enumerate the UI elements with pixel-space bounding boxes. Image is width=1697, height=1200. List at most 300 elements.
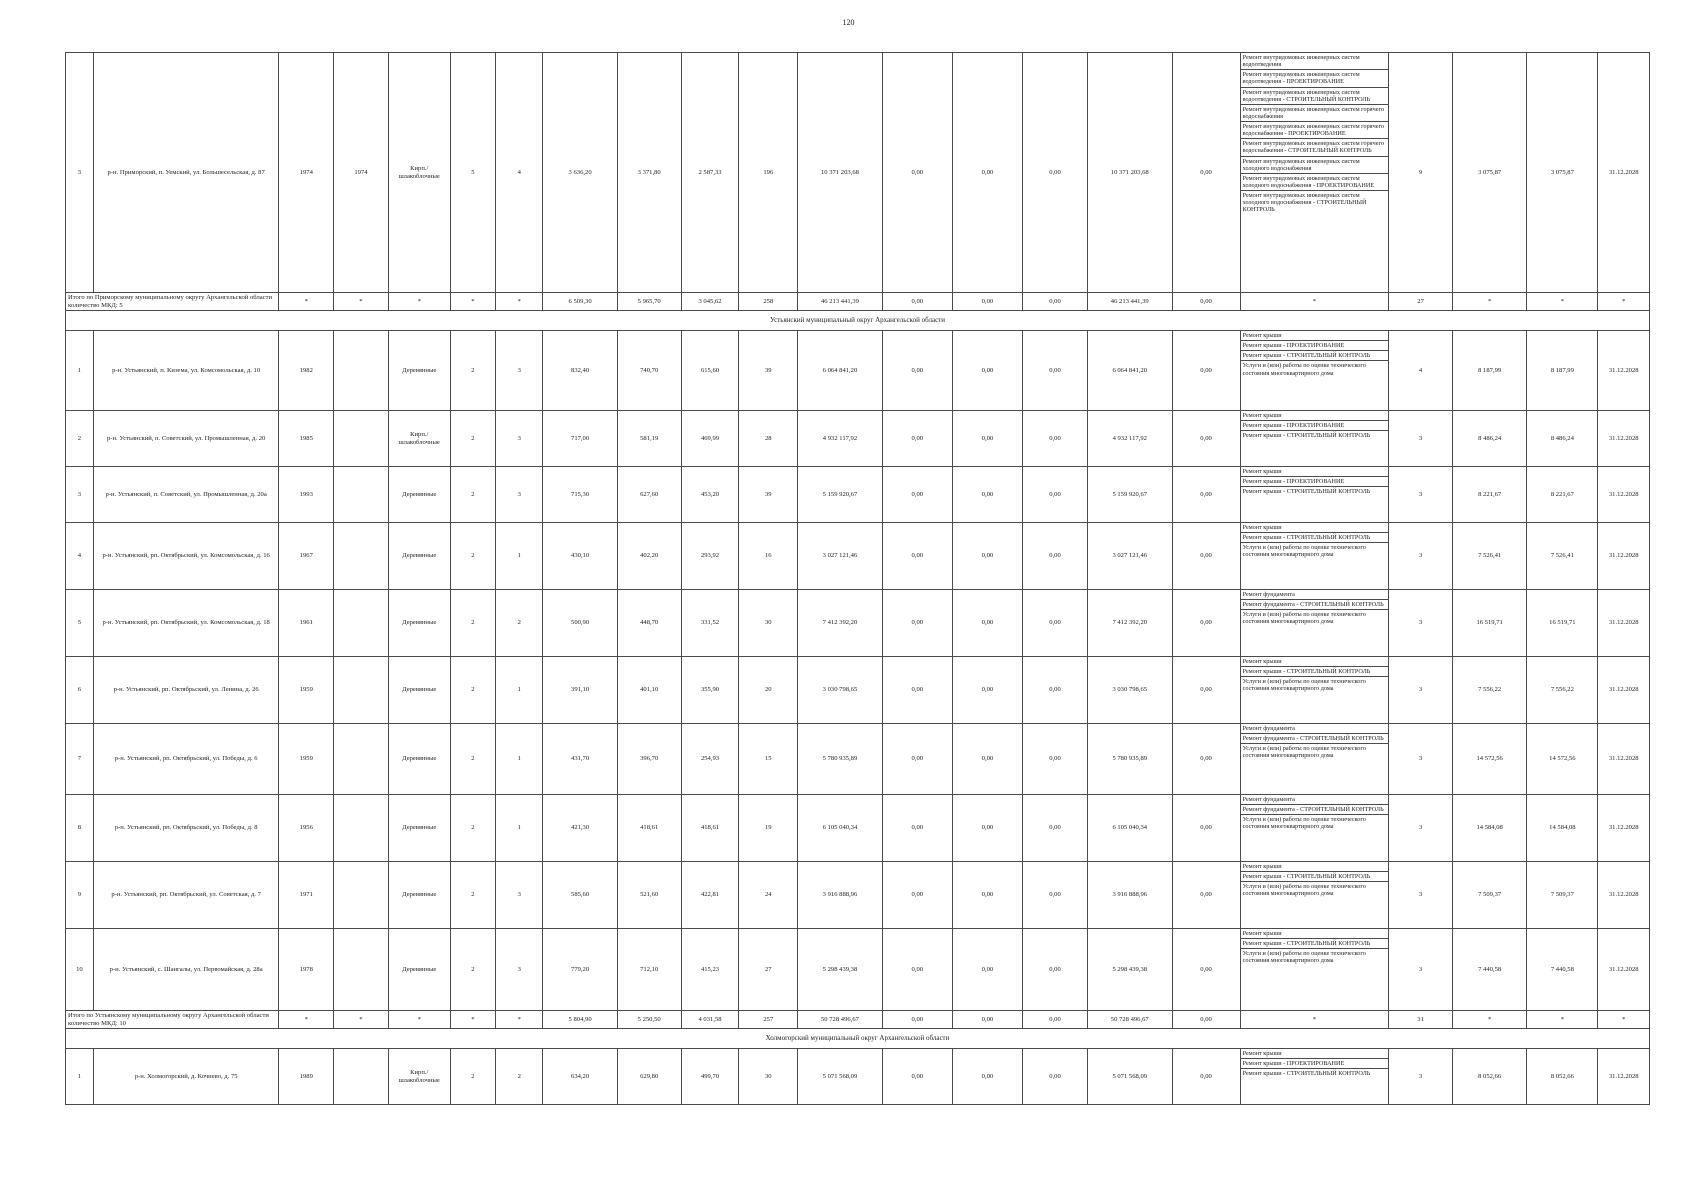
cell-area-all: 581,19 [617, 411, 681, 467]
total-star: * [388, 1011, 450, 1029]
work-item: Ремонт крыши - ПРОЕКТИРОВАНИЕ [1241, 421, 1389, 431]
cell-floors: 2 [450, 795, 495, 862]
cell-year-built: 1985 [279, 411, 334, 467]
work-item: Ремонт крыши [1241, 657, 1389, 667]
cell-residents: 39 [739, 467, 798, 523]
cell-unit-cost: 7 509,37 [1453, 862, 1527, 929]
cell-area-total: 832,40 [543, 331, 617, 411]
cell-year-built: 1989 [279, 1049, 334, 1105]
cell-entrances: 3 [496, 331, 543, 411]
work-item: Ремонт внутридомовых инженерных систем водоотведения - ПРОЕКТИРОВАНИЕ [1241, 70, 1389, 87]
cell-deadline: 31.12.2028 [1598, 862, 1650, 929]
cell-area-all: 627,60 [617, 467, 681, 523]
cell-n: 8 [66, 795, 94, 862]
cell-n: 6 [66, 657, 94, 724]
cell-entrances: 3 [496, 862, 543, 929]
cell-address: р-н. Устьянский, п. Советский, ул. Промышленная, д. 20а [93, 467, 279, 523]
cell-unit-limit: 14 572,56 [1527, 724, 1598, 795]
cell-year-comm [334, 724, 389, 795]
cell-works-count: 3 [1389, 862, 1453, 929]
cell-residents: 19 [739, 795, 798, 862]
cell-area-res: 453,20 [681, 467, 739, 523]
cell-walls: Кирп./ шлакоблочные [388, 411, 450, 467]
work-item: Ремонт фундамента [1241, 795, 1389, 805]
work-item: Ремонт внутридомовых инженерных систем водоотведения - СТРОИТЕЛЬНЫЙ КОНТРОЛЬ [1241, 88, 1389, 105]
cell-deadline: 31.12.2028 [1598, 724, 1650, 795]
cell-fund: 0,00 [882, 657, 952, 724]
total-star: * [1598, 1011, 1650, 1029]
work-item: Ремонт внутридомовых инженерных систем горячего водоснабжения [1241, 105, 1389, 122]
work-item: Ремонт крыши - СТРОИТЕЛЬНЫЙ КОНТРОЛЬ [1242, 1070, 1371, 1078]
cell-works [1240, 929, 1389, 1011]
cell-year-built: 1959 [279, 657, 334, 724]
work-item: Услуги и (или) работы по оценке технического состояния многоквартирного дома [1242, 678, 1366, 693]
total-row [66, 1011, 1650, 1029]
cell-area-total: 715,30 [543, 467, 617, 523]
cell-unit-cost: 8 052,66 [1453, 1049, 1527, 1105]
cell-works-count: 3 [1389, 1049, 1453, 1105]
cell-area-total: 779,20 [543, 929, 617, 1011]
cell-area-res: 254,93 [681, 724, 739, 795]
cell-works-count: 9 [1389, 53, 1453, 293]
work-item: Ремонт крыши - СТРОИТЕЛЬНЫЙ КОНТРОЛЬ [1241, 939, 1389, 949]
cell-unit-limit: 3 075,87 [1527, 53, 1598, 293]
cell-unit-cost: 7 556,22 [1453, 657, 1527, 724]
cell-budget-loc: 0,00 [1023, 53, 1088, 293]
table-row [66, 590, 1650, 657]
cell-year-built: 1982 [279, 331, 334, 411]
cell-year-comm [334, 411, 389, 467]
total-budget-loc: 0,00 [1023, 1011, 1088, 1029]
total-star: * [496, 1011, 543, 1029]
cell-year-comm [334, 795, 389, 862]
cell-year-built: 1967 [279, 523, 334, 590]
cell-area-total: 430,10 [543, 523, 617, 590]
cell-fund: 0,00 [882, 795, 952, 862]
cell-deadline: 31.12.2028 [1598, 1049, 1650, 1105]
work-item: Ремонт крыши - СТРОИТЕЛЬНЫЙ КОНТРОЛЬ [1241, 533, 1389, 543]
cell-budget-loc: 0,00 [1023, 724, 1088, 795]
cell-residents: 16 [739, 523, 798, 590]
cell-cost: 7 412 392,20 [798, 590, 883, 657]
work-item: Ремонт крыши [1241, 331, 1389, 341]
work-item: Ремонт фундамента - СТРОИТЕЛЬНЫЙ КОНТРОЛЬ [1241, 600, 1389, 610]
cell-year-comm [334, 590, 389, 657]
cell-works [1240, 724, 1389, 795]
cell-walls: Кирп./ шлакоблочные [388, 1049, 450, 1105]
cell-address: р-н. Устьянский, рп. Октябрьский, ул. Ленина, д. 26 [93, 657, 279, 724]
cell-cost: 5 780 935,89 [798, 724, 883, 795]
cell-n: 7 [66, 724, 94, 795]
cell-owners: 5 159 920,67 [1087, 467, 1172, 523]
cell-area-total: 717,00 [543, 411, 617, 467]
cell-year-built: 1971 [279, 862, 334, 929]
table-row [66, 795, 1650, 862]
total-fund: 0,00 [882, 293, 952, 311]
cell-other: 0,00 [1172, 724, 1240, 795]
cell-unit-limit: 14 584,08 [1527, 795, 1598, 862]
cell-entrances: 3 [496, 929, 543, 1011]
cell-cost: 10 371 203,68 [798, 53, 883, 293]
total-star: * [1598, 293, 1650, 311]
cell-unit-cost: 14 584,08 [1453, 795, 1527, 862]
cell-unit-cost: 16 519,71 [1453, 590, 1527, 657]
work-item: Ремонт фундамента - СТРОИТЕЛЬНЫЙ КОНТРОЛЬ [1241, 734, 1389, 744]
cell-unit-limit: 16 519,71 [1527, 590, 1598, 657]
table-row [66, 862, 1650, 929]
cell-address: р-н. Приморский, п. Уемский, ул. Большесельская, д. 87 [93, 53, 279, 293]
cell-entrances: 2 [496, 590, 543, 657]
cell-area-res: 293,92 [681, 523, 739, 590]
cell-budget-loc: 0,00 [1023, 1049, 1088, 1105]
total-budget-reg: 0,00 [952, 293, 1022, 311]
cell-area-total: 431,70 [543, 724, 617, 795]
total-area-total: 6 509,30 [543, 293, 617, 311]
cell-budget-loc: 0,00 [1023, 467, 1088, 523]
cell-walls: Деревянные [388, 523, 450, 590]
cell-owners: 10 371 203,68 [1087, 53, 1172, 293]
cell-n: 3 [66, 53, 94, 293]
work-item: Ремонт крыши [1241, 862, 1389, 872]
cell-address: р-н. Устьянский, рп. Октябрьский, ул. Советская, д. 7 [93, 862, 279, 929]
cell-fund: 0,00 [882, 53, 952, 293]
cell-entrances: 1 [496, 523, 543, 590]
work-item: Ремонт крыши - ПРОЕКТИРОВАНИЕ [1241, 1059, 1389, 1069]
cell-other: 0,00 [1172, 467, 1240, 523]
cell-address: р-н. Устьянский, рп. Октябрьский, ул. Комсомольская, д. 16 [93, 523, 279, 590]
cell-residents: 39 [739, 331, 798, 411]
cell-works [1240, 1049, 1389, 1105]
cell-floors: 2 [450, 411, 495, 467]
cell-owners: 3 916 888,96 [1087, 862, 1172, 929]
cell-fund: 0,00 [882, 467, 952, 523]
work-item: Ремонт внутридомовых инженерных систем холодного водоснабжения - ПРОЕКТИРОВАНИЕ [1241, 174, 1389, 191]
total-cost: 50 728 496,67 [798, 1011, 883, 1029]
cell-walls: Кирп./ шлакоблочные [388, 53, 450, 293]
cell-area-res: 415,23 [681, 929, 739, 1011]
cell-year-comm [334, 523, 389, 590]
cell-budget-reg: 0,00 [952, 590, 1022, 657]
cell-works [1240, 411, 1389, 467]
cell-works-count: 3 [1389, 523, 1453, 590]
cell-area-total: 3 636,20 [543, 53, 617, 293]
cell-area-res: 499,70 [681, 1049, 739, 1105]
cell-walls: Деревянные [388, 724, 450, 795]
work-item: Услуги и (или) работы по оценке технического состояния многоквартирного дома [1242, 611, 1366, 626]
cell-unit-cost: 7 440,58 [1453, 929, 1527, 1011]
cell-works [1240, 467, 1389, 523]
total-other: 0,00 [1172, 293, 1240, 311]
cell-floors: 2 [450, 1049, 495, 1105]
cell-works-count: 3 [1389, 411, 1453, 467]
total-area-all: 5 250,50 [617, 1011, 681, 1029]
cell-unit-cost: 14 572,56 [1453, 724, 1527, 795]
cell-fund: 0,00 [882, 724, 952, 795]
total-cost: 46 213 441,39 [798, 293, 883, 311]
work-item: Ремонт фундамента [1241, 590, 1389, 600]
capital-repair-table [65, 52, 1650, 1105]
cell-works [1240, 590, 1389, 657]
cell-works [1240, 862, 1389, 929]
cell-floors: 2 [450, 724, 495, 795]
work-item: Ремонт крыши - СТРОИТЕЛЬНЫЙ КОНТРОЛЬ [1241, 667, 1389, 677]
cell-n: 2 [66, 411, 94, 467]
cell-n: 4 [66, 523, 94, 590]
cell-year-built: 1961 [279, 590, 334, 657]
cell-address: р-н. Устьянский, п. Советский, ул. Промышленная, д. 20 [93, 411, 279, 467]
cell-n: 3 [66, 467, 94, 523]
cell-cost: 5 071 568,09 [798, 1049, 883, 1105]
total-star: * [1240, 293, 1389, 311]
table-row [66, 1049, 1650, 1105]
work-item: Ремонт внутридомовых инженерных систем горячего водоснабжения - ПРОЕКТИРОВАНИЕ [1241, 122, 1389, 139]
cell-fund: 0,00 [882, 331, 952, 411]
cell-walls: Деревянные [388, 467, 450, 523]
cell-budget-loc: 0,00 [1023, 657, 1088, 724]
total-star: * [1240, 1011, 1389, 1029]
cell-residents: 27 [739, 929, 798, 1011]
cell-budget-reg: 0,00 [952, 929, 1022, 1011]
cell-area-total: 634,20 [543, 1049, 617, 1105]
cell-deadline: 31.12.2028 [1598, 467, 1650, 523]
cell-deadline: 31.12.2028 [1598, 331, 1650, 411]
cell-area-res: 469,99 [681, 411, 739, 467]
work-item: Ремонт внутридомовых инженерных систем холодного водоснабжения [1241, 157, 1389, 174]
total-star: * [1527, 293, 1598, 311]
cell-cost: 3 916 888,96 [798, 862, 883, 929]
cell-unit-limit: 8 486,24 [1527, 411, 1598, 467]
cell-budget-loc: 0,00 [1023, 523, 1088, 590]
total-star: * [334, 293, 389, 311]
cell-budget-reg: 0,00 [952, 411, 1022, 467]
work-item: Ремонт крыши [1241, 467, 1389, 477]
section-heading: Холмогорский муниципальный округ Архангельской области [66, 1029, 1650, 1049]
cell-other: 0,00 [1172, 411, 1240, 467]
cell-year-comm [334, 929, 389, 1011]
cell-year-comm [334, 1049, 389, 1105]
cell-cost: 5 159 920,67 [798, 467, 883, 523]
cell-address: р-н. Устьянский, рп. Октябрьский, ул. Победы, д. 6 [93, 724, 279, 795]
cell-address: р-н. Холмогорский, д. Кочнево, д. 75 [93, 1049, 279, 1105]
cell-walls: Деревянные [388, 657, 450, 724]
work-item: Услуги и (или) работы по оценке технического состояния многоквартирного дома [1242, 362, 1366, 377]
cell-entrances: 2 [496, 1049, 543, 1105]
cell-budget-reg: 0,00 [952, 795, 1022, 862]
work-item: Услуги и (или) работы по оценке технического состояния многоквартирного дома [1242, 950, 1366, 965]
cell-works [1240, 657, 1389, 724]
cell-walls: Деревянные [388, 590, 450, 657]
cell-works-count: 3 [1389, 724, 1453, 795]
total-other: 0,00 [1172, 1011, 1240, 1029]
cell-walls: Деревянные [388, 929, 450, 1011]
cell-area-res: 418,61 [681, 795, 739, 862]
page-number: 120 [842, 18, 855, 27]
cell-unit-cost: 8 486,24 [1453, 411, 1527, 467]
cell-works-count: 3 [1389, 590, 1453, 657]
cell-unit-limit: 7 509,37 [1527, 862, 1598, 929]
section-heading-row [66, 311, 1650, 331]
cell-works [1240, 795, 1389, 862]
table-row [66, 53, 1650, 293]
work-item: Ремонт фундамента - СТРОИТЕЛЬНЫЙ КОНТРОЛЬ [1241, 805, 1389, 815]
cell-works-count: 3 [1389, 657, 1453, 724]
cell-fund: 0,00 [882, 929, 952, 1011]
cell-year-built: 1974 [279, 53, 334, 293]
work-item: Услуги и (или) работы по оценке технического состояния многоквартирного дома [1242, 544, 1366, 559]
cell-area-total: 391,10 [543, 657, 617, 724]
cell-unit-cost: 7 526,41 [1453, 523, 1527, 590]
total-star: * [334, 1011, 389, 1029]
cell-area-all: 712,10 [617, 929, 681, 1011]
cell-budget-loc: 0,00 [1023, 862, 1088, 929]
cell-deadline: 31.12.2028 [1598, 795, 1650, 862]
cell-deadline: 31.12.2028 [1598, 929, 1650, 1011]
total-star: * [279, 1011, 334, 1029]
total-budget-loc: 0,00 [1023, 293, 1088, 311]
cell-floors: 2 [450, 467, 495, 523]
cell-n: 9 [66, 862, 94, 929]
cell-unit-limit: 8 052,66 [1527, 1049, 1598, 1105]
total-star: * [388, 293, 450, 311]
total-row [66, 293, 1650, 311]
cell-area-all: 521,60 [617, 862, 681, 929]
cell-cost: 6 105 040,34 [798, 795, 883, 862]
cell-area-all: 418,61 [617, 795, 681, 862]
cell-works [1240, 53, 1389, 293]
cell-floors: 5 [450, 53, 495, 293]
cell-address: р-н. Устьянский, п. Кизема, ул. Комсомольская, д. 10 [93, 331, 279, 411]
work-item: Ремонт крыши [1241, 411, 1389, 421]
cell-budget-reg: 0,00 [952, 467, 1022, 523]
cell-area-res: 2 587,33 [681, 53, 739, 293]
total-area-all: 5 965,70 [617, 293, 681, 311]
cell-unit-cost: 3 075,87 [1453, 53, 1527, 293]
cell-area-all: 3 371,80 [617, 53, 681, 293]
cell-address: р-н. Устьянский, рп. Октябрьский, ул. Победы, д. 8 [93, 795, 279, 862]
total-star: * [496, 293, 543, 311]
cell-fund: 0,00 [882, 1049, 952, 1105]
cell-other: 0,00 [1172, 657, 1240, 724]
total-area-total: 5 804,90 [543, 1011, 617, 1029]
cell-year-built: 1993 [279, 467, 334, 523]
cell-area-all: 402,20 [617, 523, 681, 590]
table-row [66, 411, 1650, 467]
cell-budget-loc: 0,00 [1023, 590, 1088, 657]
cell-deadline: 31.12.2028 [1598, 523, 1650, 590]
total-area-res: 3 045,62 [681, 293, 739, 311]
total-fund: 0,00 [882, 1011, 952, 1029]
cell-address: р-н. Устьянский, рп. Октябрьский, ул. Комсомольская, д. 18 [93, 590, 279, 657]
cell-cost: 4 932 117,92 [798, 411, 883, 467]
cell-deadline: 31.12.2028 [1598, 53, 1650, 293]
cell-works [1240, 331, 1389, 411]
cell-area-all: 396,70 [617, 724, 681, 795]
cell-year-comm [334, 331, 389, 411]
cell-budget-loc: 0,00 [1023, 795, 1088, 862]
cell-fund: 0,00 [882, 523, 952, 590]
total-label: Итого по Приморскому муниципальному округу Архангельской области количество МКД: 5 [66, 293, 279, 311]
cell-other: 0,00 [1172, 929, 1240, 1011]
cell-residents: 196 [739, 53, 798, 293]
cell-address: р-н. Устьянский, с. Шангалы, ул. Первомайская, д. 28а [93, 929, 279, 1011]
cell-floors: 2 [450, 590, 495, 657]
cell-floors: 2 [450, 929, 495, 1011]
table-row [66, 523, 1650, 590]
total-budget-reg: 0,00 [952, 1011, 1022, 1029]
work-item: Ремонт крыши - СТРОИТЕЛЬНЫЙ КОНТРОЛЬ [1241, 351, 1389, 361]
cell-area-total: 585,60 [543, 862, 617, 929]
cell-walls: Деревянные [388, 331, 450, 411]
total-star: * [1527, 1011, 1598, 1029]
cell-budget-loc: 0,00 [1023, 411, 1088, 467]
cell-deadline: 31.12.2028 [1598, 590, 1650, 657]
cell-cost: 6 064 841,20 [798, 331, 883, 411]
cell-residents: 30 [739, 590, 798, 657]
cell-floors: 2 [450, 862, 495, 929]
cell-fund: 0,00 [882, 411, 952, 467]
cell-other: 0,00 [1172, 862, 1240, 929]
work-item: Услуги и (или) работы по оценке технического состояния многоквартирного дома [1242, 745, 1366, 760]
cell-works-count: 3 [1389, 795, 1453, 862]
cell-walls: Деревянные [388, 862, 450, 929]
cell-other: 0,00 [1172, 795, 1240, 862]
cell-budget-reg: 0,00 [952, 1049, 1022, 1105]
cell-owners: 3 030 798,65 [1087, 657, 1172, 724]
cell-other: 0,00 [1172, 53, 1240, 293]
cell-floors: 2 [450, 523, 495, 590]
cell-residents: 30 [739, 1049, 798, 1105]
work-item: Ремонт фундамента [1241, 724, 1389, 734]
cell-unit-cost: 8 187,99 [1453, 331, 1527, 411]
cell-owners: 3 027 121,46 [1087, 523, 1172, 590]
work-item: Ремонт крыши - СТРОИТЕЛЬНЫЙ КОНТРОЛЬ [1241, 872, 1389, 882]
cell-walls: Деревянные [388, 795, 450, 862]
table-row [66, 657, 1650, 724]
cell-entrances: 1 [496, 724, 543, 795]
table-body [66, 53, 1650, 1105]
cell-entrances: 1 [496, 795, 543, 862]
cell-unit-limit: 7 440,58 [1527, 929, 1598, 1011]
cell-area-all: 740,70 [617, 331, 681, 411]
cell-deadline: 31.12.2028 [1598, 657, 1650, 724]
cell-year-comm [334, 657, 389, 724]
cell-residents: 28 [739, 411, 798, 467]
cell-year-built: 1956 [279, 795, 334, 862]
section-heading-row [66, 1029, 1650, 1049]
cell-area-total: 500,90 [543, 590, 617, 657]
cell-unit-limit: 7 556,22 [1527, 657, 1598, 724]
work-item: Услуги и (или) работы по оценке технического состояния многоквартирного дома [1242, 816, 1366, 831]
cell-owners: 6 064 841,20 [1087, 331, 1172, 411]
cell-area-total: 421,30 [543, 795, 617, 862]
total-star: * [1453, 1011, 1527, 1029]
total-works-count: 31 [1389, 1011, 1453, 1029]
total-star: * [1453, 293, 1527, 311]
cell-area-res: 615,60 [681, 331, 739, 411]
work-item: Ремонт крыши - СТРОИТЕЛЬНЫЙ КОНТРОЛЬ [1242, 488, 1371, 496]
total-works-count: 27 [1389, 293, 1453, 311]
section-heading: Устьянский муниципальный округ Архангельской области [66, 311, 1650, 331]
cell-n: 5 [66, 590, 94, 657]
cell-owners: 7 412 392,20 [1087, 590, 1172, 657]
cell-budget-loc: 0,00 [1023, 331, 1088, 411]
cell-works-count: 4 [1389, 331, 1453, 411]
cell-other: 0,00 [1172, 590, 1240, 657]
cell-residents: 24 [739, 862, 798, 929]
table-row [66, 929, 1650, 1011]
work-item: Ремонт крыши [1241, 523, 1389, 533]
cell-entrances: 4 [496, 53, 543, 293]
